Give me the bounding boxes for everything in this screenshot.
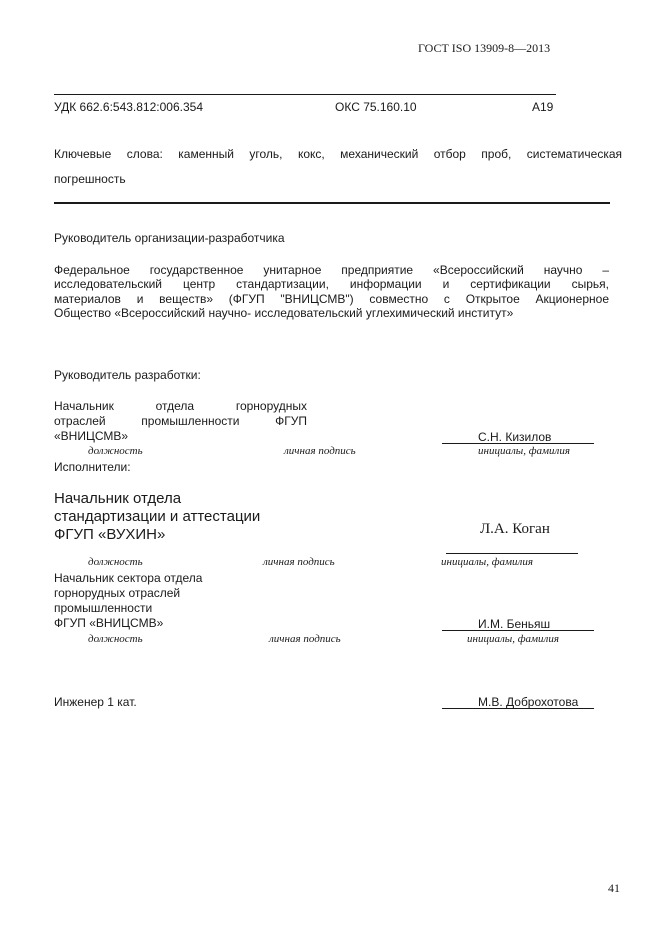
keywords-line-2: погрешность (54, 172, 126, 186)
executor1-line-1: Начальник отдела (54, 490, 182, 507)
dev-head-label: Руководитель разработки: (54, 368, 201, 382)
oks-code: ОКС 75.160.10 (335, 100, 417, 114)
dev-head-name-rule (442, 443, 594, 444)
executor2-name-caption: инициалы, фамилия (467, 633, 559, 645)
executor2-position-caption: должность (88, 633, 143, 645)
dev-head-position-line-3: «ВНИЦСМВ» (54, 429, 129, 443)
executor2-name-rule (442, 630, 594, 631)
executor2-line-3: промышленности (54, 601, 153, 615)
executor2-line-1: Начальник сектора отдела (54, 571, 203, 585)
organization-line-1: Федеральное государственное унитарное предприятие «Всероссийский научно – (54, 263, 609, 277)
dev-head-name: С.Н. Кизилов (478, 430, 552, 444)
executors-label: Исполнители: (54, 460, 131, 474)
organization-line-4: Общество «Всероссийский научно- исследовательский углехимический институт» (54, 306, 514, 320)
organization-line-3: материалов и веществ» (ФГУП "ВНИЦСМВ") совместно с Открытое Акционерное (54, 292, 609, 306)
classification-code: А19 (532, 100, 554, 114)
organization-line-2: исследовательский центр стандартизации, информации и сертификации сырья, (54, 277, 609, 291)
executor2-line-4: ФГУП «ВНИЦСМВ» (54, 616, 164, 630)
executor2-signature-caption: личная подпись (269, 633, 341, 645)
executor2-name: И.М. Беньяш (478, 617, 551, 631)
executor1-signature-caption: личная подпись (263, 556, 335, 568)
executor3-name: М.В. Доброхотова (478, 695, 579, 709)
org-head-label: Руководитель организации-разработчика (54, 231, 285, 245)
dev-head-position-line-2: отраслей промышленности ФГУП (54, 414, 307, 428)
executor1-position-caption: должность (88, 556, 143, 568)
keywords-rule (54, 202, 610, 204)
keywords-line-1: Ключевые слова: каменный уголь, кокс, механический отбор проб, систематическая (54, 147, 622, 161)
standard-code: ГОСТ ISO 13909-8—2013 (418, 41, 551, 55)
executor1-name-caption: инициалы, фамилия (441, 556, 533, 568)
executor1-name: Л.А. Коган (480, 521, 550, 537)
executor1-name-rule (446, 553, 578, 554)
dev-head-position-line-1: Начальник отдела горнорудных (54, 399, 307, 413)
udk-code: УДК 662.6:543.812:006.354 (54, 100, 203, 114)
dev-head-signature-caption: личная подпись (284, 445, 356, 457)
executor1-line-3: ФГУП «ВУХИН» (54, 526, 166, 543)
dev-head-name-caption: инициалы, фамилия (478, 445, 570, 457)
top-rule (54, 94, 556, 95)
page-number: 41 (608, 881, 620, 895)
dev-head-position-caption: должность (88, 445, 143, 457)
executor3-position: Инженер 1 кат. (54, 695, 137, 709)
executor3-name-rule (442, 708, 594, 709)
executor2-line-2: горнорудных отраслей (54, 586, 181, 600)
executor1-line-2: стандартизации и аттестации (54, 508, 261, 525)
